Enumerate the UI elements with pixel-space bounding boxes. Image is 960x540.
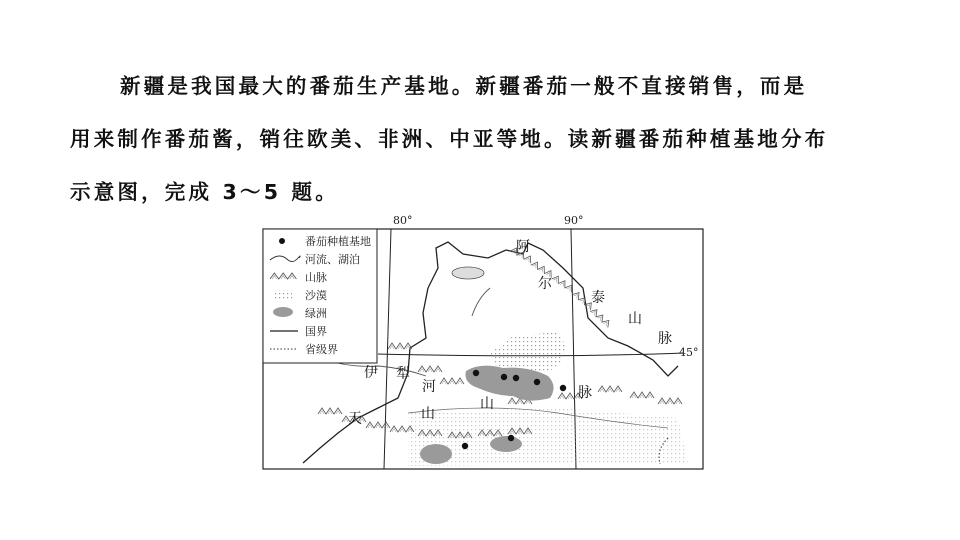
legend-base-label: 番茄种植基地 [305, 235, 371, 248]
tianshan-char: 天 [348, 411, 362, 427]
legend-national-border-label: 国界 [305, 325, 327, 338]
altai-char: 脉 [658, 331, 672, 347]
legend [263, 229, 377, 363]
lat-45-label: 45° [679, 346, 699, 359]
ili-char: 犁 [396, 366, 410, 382]
question-line-1: 新疆是我国最大的番茄生产基地。新疆番茄一般不直接销售，而是 [120, 74, 808, 98]
legend-desert-symbol [274, 290, 292, 299]
lon-80-label: 80° [393, 214, 413, 227]
base-dot [462, 443, 468, 449]
legend-desert-label: 沙漠 [305, 289, 327, 302]
base-dot [473, 370, 479, 376]
map-svg [258, 208, 708, 474]
base-dot [501, 374, 507, 380]
xinjiang-tomato-map [258, 208, 708, 478]
legend-oasis-symbol [273, 307, 293, 317]
oasis-south-1 [420, 444, 452, 464]
legend-oasis-label: 绿洲 [305, 307, 327, 320]
legend-river-label: 河流、湖泊 [305, 253, 360, 266]
question-text [70, 60, 910, 219]
altai-char: 泰 [591, 290, 605, 306]
altai-char: 尔 [538, 276, 552, 292]
base-dot [508, 435, 514, 441]
oasis-south-2 [490, 436, 522, 452]
lake-ulungur [452, 267, 484, 279]
legend-mountain-label: 山脉 [305, 271, 327, 284]
legend-provincial-border-label: 省级界 [305, 343, 338, 356]
legend-base-symbol [279, 238, 285, 244]
base-dot [560, 385, 566, 391]
ili-char: 伊 [364, 365, 378, 381]
base-dot [534, 379, 540, 385]
altai-char: 山 [628, 311, 642, 327]
altai-char: 阿 [516, 239, 530, 255]
lon-90-label: 90° [564, 214, 584, 227]
tianshan-char: 脉 [578, 385, 592, 401]
ili-char: 河 [422, 379, 436, 395]
question-line-3: 示意图，完成 3～5 题。 [70, 180, 339, 204]
tianshan-char: 山 [480, 396, 494, 412]
base-dot [513, 375, 519, 381]
tianshan-char: 山 [421, 406, 435, 422]
question-line-2: 用来制作番茄酱，销往欧美、非洲、中亚等地。读新疆番茄种植基地分布 [70, 127, 829, 151]
